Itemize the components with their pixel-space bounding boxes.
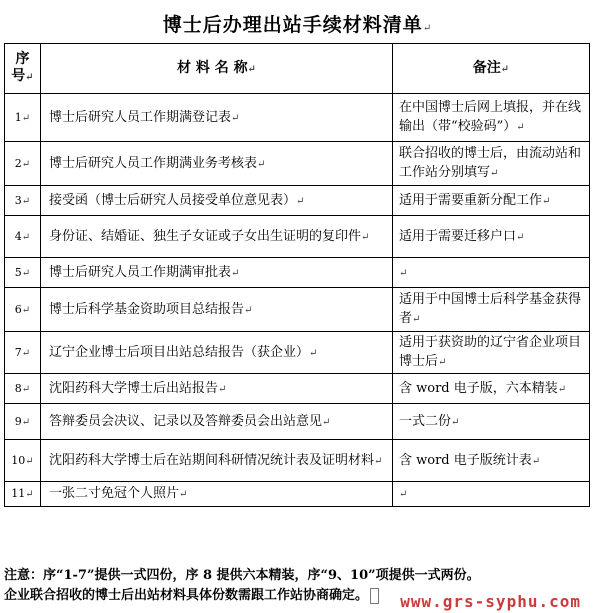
paragraph-mark-icon: ↵ <box>25 489 34 500</box>
row-number-text: 8 <box>14 381 22 395</box>
table-row <box>5 440 590 482</box>
material-note <box>393 288 590 332</box>
material-name-text: 沈阳药科大学博士后出站报告 <box>49 380 219 396</box>
paragraph-mark-icon: ↵ <box>21 195 31 207</box>
materials-table <box>4 43 590 507</box>
paragraph-mark-icon: ↵ <box>21 112 31 124</box>
row-number <box>5 440 41 482</box>
paragraph-mark-icon: ↵ <box>361 231 370 243</box>
material-name-text: 博士后研究人员工作期满审批表 <box>49 264 232 280</box>
table-row <box>5 288 590 332</box>
note-line-1: 注意：序“1-7”提供一式四份，序 8 提供六本精装，序“9、10”项提供一式两份。 <box>4 568 480 583</box>
materials-table-body <box>5 44 590 507</box>
paragraph-mark-icon: ↵ <box>542 195 551 207</box>
paragraph-mark-icon: ↵ <box>296 195 305 207</box>
material-note <box>393 404 590 440</box>
header-no-line1: 序 <box>15 51 30 67</box>
material-name <box>41 216 393 258</box>
row-number-text: 7 <box>14 345 22 359</box>
row-number <box>5 258 41 288</box>
material-note <box>393 94 590 142</box>
row-number-text: 4 <box>14 229 22 243</box>
paragraph-mark-icon: ↵ <box>21 231 31 243</box>
paragraph-mark-icon: ↵ <box>21 304 31 316</box>
paragraph-mark-icon: ↵ <box>231 112 240 124</box>
note-line-2-text: 企业联合招收的博士后出站材料具体份数需跟工作站协商确定。 <box>4 588 369 603</box>
paragraph-mark-icon: ↵ <box>374 455 383 467</box>
paragraph-mark-icon: ↵ <box>244 304 253 316</box>
material-note-text: 适用于需要重新分配工作 <box>399 192 543 208</box>
material-note-text: 联合招收的博士后，由流动站和工作站分别填写 <box>399 146 582 180</box>
paragraph-mark-icon: ↵ <box>21 416 31 428</box>
material-note <box>393 374 590 404</box>
paragraph-mark-icon: ↵ <box>21 158 31 170</box>
material-name <box>41 482 393 507</box>
row-number-text: 3 <box>14 193 22 207</box>
material-note <box>393 142 590 186</box>
material-name-text: 接受函（博士后研究人员接受单位意见表） <box>49 192 297 208</box>
material-name-text: 身份证、结婚证、独生子女证或子女出生证明的复印件 <box>49 228 362 244</box>
material-name <box>41 440 393 482</box>
table-row <box>5 332 590 374</box>
table-row <box>5 186 590 216</box>
paragraph-mark-icon: ↵ <box>257 158 266 170</box>
material-note-text: 含 word 电子版，六本精装 <box>399 380 558 396</box>
row-number-text: 10 <box>11 453 26 467</box>
row-number <box>5 186 41 216</box>
material-note <box>393 332 590 374</box>
material-name-text: 辽宁企业博士后项目出站总结报告（获企业） <box>49 344 310 360</box>
material-name <box>41 374 393 404</box>
document-title-text: 博士后办理出站手续材料清单 <box>162 14 423 36</box>
paragraph-mark-icon: ↵ <box>21 383 31 395</box>
paragraph-mark-icon: ↵ <box>21 267 31 279</box>
table-row <box>5 94 590 142</box>
header-no-line2: 号 <box>11 68 26 84</box>
row-number-text: 9 <box>14 414 22 428</box>
paragraph-mark-icon: ↵ <box>451 416 460 428</box>
row-number <box>5 374 41 404</box>
material-note-text: 适用于中国博士后科学基金获得者 <box>399 292 582 326</box>
paragraph-mark-icon: ↵ <box>422 23 433 34</box>
material-name-text: 沈阳药科大学博士后在站期间科研情况统计表及证明材料 <box>49 452 375 468</box>
header-no <box>5 44 41 94</box>
material-note-text: 在中国博士后网上填报，并在线输出（带“校验码”） <box>399 100 582 134</box>
material-name <box>41 288 393 332</box>
paragraph-mark-icon: ↵ <box>231 267 240 279</box>
material-note <box>393 216 590 258</box>
material-note-text: 一式二份 <box>399 413 452 429</box>
header-name <box>41 44 393 94</box>
material-note-text: 含 word 电子版统计表 <box>399 452 532 468</box>
material-name-text: 博士后研究人员工作期满登记表 <box>49 109 232 125</box>
table-row <box>5 482 590 507</box>
material-name-text: 博士后科学基金资助项目总结报告 <box>49 301 245 317</box>
table-row <box>5 216 590 258</box>
table-row <box>5 404 590 440</box>
paragraph-mark-icon: ↵ <box>557 383 567 395</box>
header-name-text: 材 料 名 称 <box>176 59 248 76</box>
material-name <box>41 94 393 142</box>
paragraph-mark-icon: ↵ <box>218 383 227 395</box>
paragraph-mark-icon: ↵ <box>179 489 188 500</box>
table-row <box>5 258 590 288</box>
row-number <box>5 142 41 186</box>
material-note <box>393 186 590 216</box>
paragraph-mark-icon: ↵ <box>25 72 34 83</box>
table-header-row <box>5 44 590 94</box>
table-row <box>5 142 590 186</box>
row-number <box>5 332 41 374</box>
paragraph-mark-icon: ↵ <box>516 122 525 133</box>
row-number-text: 11 <box>11 487 26 500</box>
material-name <box>41 142 393 186</box>
row-number-text: 1 <box>14 110 22 124</box>
material-note <box>393 482 590 507</box>
paragraph-mark-icon: ↵ <box>399 489 408 500</box>
document-title <box>0 10 595 37</box>
material-name <box>41 332 393 374</box>
material-note <box>393 258 590 288</box>
paragraph-mark-icon: ↵ <box>309 347 318 359</box>
text-cursor-icon <box>370 588 379 604</box>
paragraph-mark-icon: ↵ <box>25 455 34 467</box>
row-number <box>5 404 41 440</box>
paragraph-mark-icon: ↵ <box>438 357 447 368</box>
row-number <box>5 482 41 507</box>
material-name-text: 博士后研究人员工作期满业务考核表 <box>49 155 258 171</box>
paragraph-mark-icon: ↵ <box>516 231 525 243</box>
paragraph-mark-icon: ↵ <box>399 267 408 279</box>
row-number <box>5 94 41 142</box>
paragraph-mark-icon: ↵ <box>531 455 541 467</box>
paragraph-mark-icon: ↵ <box>500 63 510 75</box>
row-number-text: 2 <box>14 156 22 170</box>
table-row <box>5 374 590 404</box>
paragraph-mark-icon: ↵ <box>21 347 31 359</box>
material-name <box>41 258 393 288</box>
header-note <box>393 44 590 94</box>
material-name-text: 一张二寸免冠个人照片 <box>49 486 180 501</box>
material-note <box>393 440 590 482</box>
material-name <box>41 404 393 440</box>
paragraph-mark-icon: ↵ <box>412 314 421 325</box>
material-name-text: 答辩委员会决议、记录以及答辩委员会出站意见 <box>49 413 323 429</box>
row-number <box>5 216 41 258</box>
row-number-text: 5 <box>14 265 22 279</box>
paragraph-mark-icon: ↵ <box>490 168 499 179</box>
paragraph-mark-icon: ↵ <box>247 63 256 75</box>
header-note-text: 备注 <box>472 59 501 76</box>
watermark: www.grs-syphu.com <box>400 592 581 611</box>
paragraph-mark-icon: ↵ <box>322 416 331 428</box>
row-number <box>5 288 41 332</box>
row-number-text: 6 <box>14 302 22 316</box>
material-name <box>41 186 393 216</box>
material-note-text: 适用于获资助的辽宁省企业项目博士后 <box>399 335 582 369</box>
material-note-text: 适用于需要迁移户口 <box>399 228 517 244</box>
